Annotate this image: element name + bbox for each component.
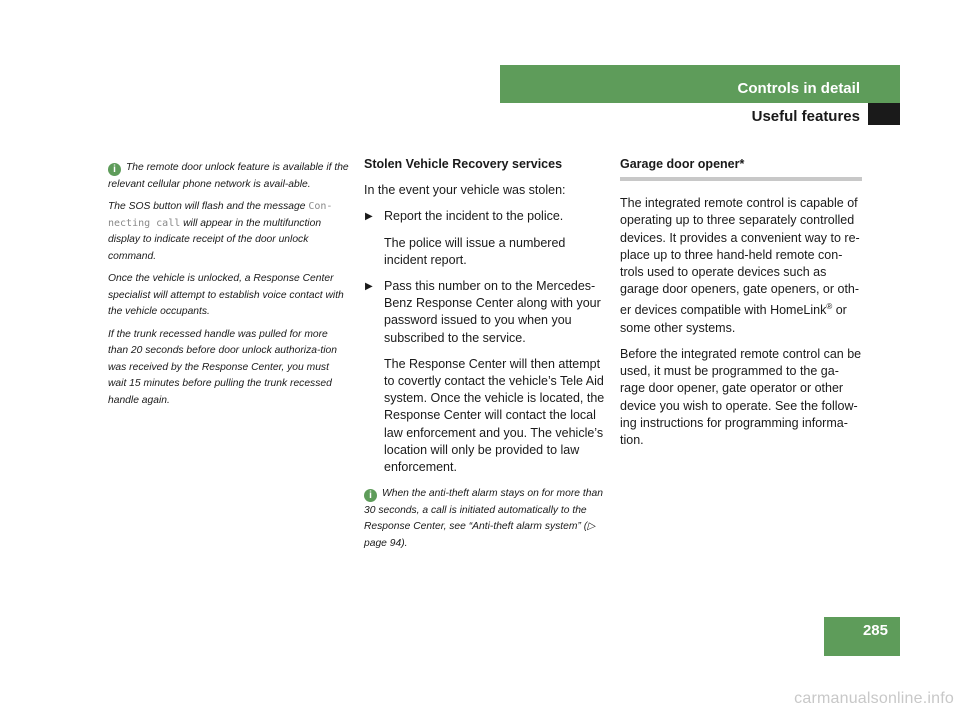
bullet-arrow-icon: ▶ xyxy=(365,211,373,223)
heading-rule xyxy=(620,177,862,181)
garage-door-column xyxy=(620,156,862,458)
garage-door-heading: Garage door opener* xyxy=(620,157,745,171)
subsection-title: Useful features xyxy=(751,108,860,125)
page-number: 285 xyxy=(862,622,888,639)
info-icon: i xyxy=(364,489,377,502)
note-anti-theft-alarm: i When the anti-theft alarm stays on for more than 30 seconds, a call is initiated automatically to the Response Center, see “Anti-theft alarm system” (▷ page 94). xyxy=(364,488,603,549)
watermark: carmanualsonline.info xyxy=(794,690,954,707)
note-unlock-availability: i The remote door unlock feature is available if the relevant cellular phone network is avail-able. xyxy=(108,162,349,190)
bullet-arrow-icon: ▶ xyxy=(365,281,373,293)
garage-para-2: Before the integrated remote control can be used, it must be programmed to the ga-rage door opener, gate operator or other device you wish to operate. See the follow-ing instructions for programming informa-tion. xyxy=(620,346,862,447)
registered-mark: ® xyxy=(826,302,833,312)
header-tab xyxy=(868,103,900,125)
stolen-vehicle-heading: Stolen Vehicle Recovery services xyxy=(364,157,563,171)
step-report-police-detail: The police will issue a numbered incident report. xyxy=(384,235,566,267)
stolen-vehicle-intro: In the event your vehicle was stolen: xyxy=(364,183,566,198)
info-icon: i xyxy=(108,163,121,176)
section-title: Controls in detail xyxy=(737,80,860,97)
note-voice-contact: Once the vehicle is unlocked, a Response Center specialist will attempt to establish voice contact with the vehicle occupants. xyxy=(108,273,344,317)
garage-para-1: The integrated remote control is capable of operating up to three separately controlled devices. It provides a convenient way to re-place up to three hand-held remote con-trols used to operate devices such as garage door openers, gate openers, or oth-er devices compatible with HomeLink® or some other systems. xyxy=(620,196,860,335)
page-reference: ▷ page 94 xyxy=(364,521,596,549)
note-trunk-handle: If the trunk recessed handle was pulled for more than 20 seconds before door unlock authoriza-tion was received by the Response Center, you must wait 15 minutes before pulling the trunk recessed handle again. xyxy=(108,328,337,406)
step-report-police: ▶ Report the incident to the police. xyxy=(364,208,606,225)
step-contact-response-center-detail: The Response Center will then attempt to covertly contact the vehicle’s Tele Aid system. Once the vehicle is located, the Response Center will contact the local law enforcement and you. The vehicle’s location will only be provided to law enforcement. xyxy=(384,356,605,475)
display-message-code: Con-necting call xyxy=(108,201,333,229)
stolen-vehicle-column xyxy=(364,156,606,552)
page-number-box xyxy=(824,617,900,656)
optional-equipment-mark: * xyxy=(739,157,745,171)
note-sos-button: The SOS button will flash and the message Con-necting call will appear in the multifunction display to indicate receipt of the door unlock command. xyxy=(108,201,333,262)
left-notes-column xyxy=(108,160,350,415)
step-contact-response-center: ▶ Pass this number on to the Mercedes-Benz Response Center along with your password issued to you when you subscribed to the service. xyxy=(365,279,601,345)
